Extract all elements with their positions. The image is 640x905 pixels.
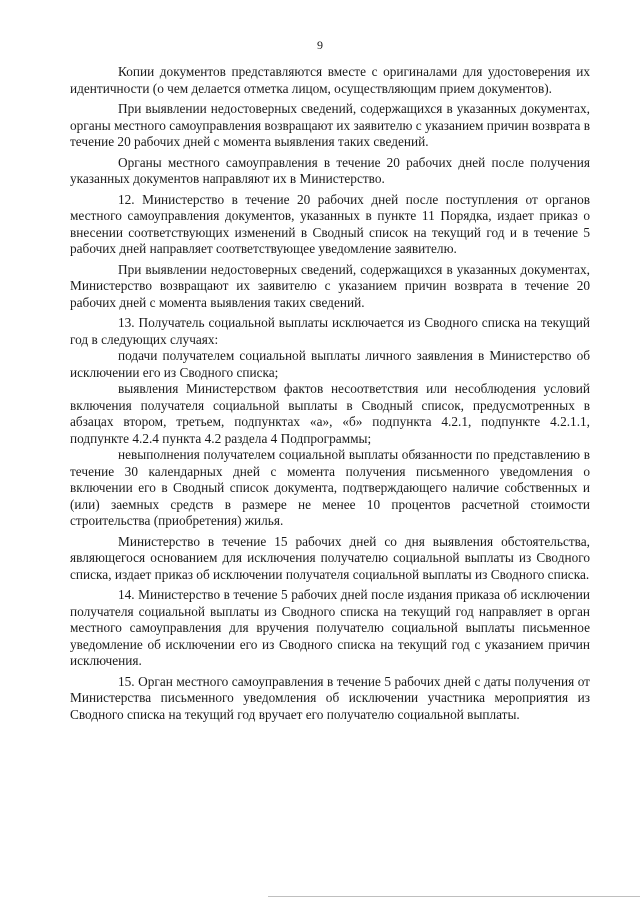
paragraph-item-13: 13. Получатель социальной выплаты исключается из Сводного списка на текущий год в следующих случаях: xyxy=(70,315,590,347)
paragraph-item-15: 15. Орган местного самоуправления в течение 5 рабочих дней с даты получения от Министерства письменного уведомления об исключении участника мероприятия из Сводного списка на текущий год вручает его получателю социальной выплаты. xyxy=(70,673,590,722)
document-body xyxy=(70,64,590,727)
paragraph-item-12: 12. Министерство в течение 20 рабочих дней после поступления от органов местного самоуправления документов, указанных в пункте 11 Порядка, издает приказ о внесении соответствующих изменений в Сводный список на текущий год и в течение 5 рабочих дней направляет соответствующее уведомление заявителю. xyxy=(70,191,590,256)
paragraph-unreliable-info-ministry: При выявлении недостоверных сведений, содержащихся в указанных документах, Министерство возвращают их заявителю с указанием причин возврата в течение 20 рабочих дней с момента выявления таких сведений. xyxy=(70,261,590,310)
paragraph-case-application: подачи получателем социальной выплаты личного заявления в Министерство об исключении его из Сводного списка; xyxy=(70,348,590,380)
paragraph-forward-to-ministry: Органы местного самоуправления в течение 20 рабочих дней после получения указанных документов направляют их в Министерство. xyxy=(70,154,590,186)
footer-divider xyxy=(268,896,640,897)
paragraph-item-14: 14. Министерство в течение 5 рабочих дней после издания приказа об исключении получателя социальной выплаты из Сводного списка на текущий год направляет в орган местного самоуправления для вручения получателю социальной выплаты письменное уведомление об исключении его из Сводного списка на текущий год с указанием причин исключения. xyxy=(70,587,590,668)
paragraph-exclusion-order: Министерство в течение 15 рабочих дней со дня выявления обстоятельства, являющегося основанием для исключения получателю социальной выплаты из Сводного списка, издает приказ об исключении получателя социальной выплаты из Сводного списка. xyxy=(70,533,590,582)
page-number: 9 xyxy=(317,38,323,52)
paragraph-case-nonfulfillment: невыполнения получателем социальной выплаты обязанности по представлению в течение 30 календарных дней с момента получения письменного уведомления о включении его в Сводный список документа, подтверждающего наличие собственных и (или) заемных средств в размере не менее 10 процентов расчетной стоимости строительства (приобретения) жилья. xyxy=(70,447,590,528)
paragraph-unreliable-info-local: При выявлении недостоверных сведений, содержащихся в указанных документах, органы местного самоуправления возвращают их заявителю с указанием причин возврата в течение 20 рабочих дней с момента выявления таких сведений. xyxy=(70,101,590,149)
paragraph-case-noncompliance: выявления Министерством фактов несоответствия или несоблюдения условий включения получателя социальной выплаты в Сводный список, предусмотренных в абзацах втором, третьем, подпунктах «а», «б» подпункта 4.2.1, подпункте 4.2.1.1, подпункте 4.2.4 пункта 4.2 раздела 4 Подпрограммы; xyxy=(70,381,590,446)
paragraph-copies: Копии документов представляются вместе с оригиналами для удостоверения их идентичности (о чем делается отметка лицом, осуществляющим прием документов). xyxy=(70,64,590,96)
